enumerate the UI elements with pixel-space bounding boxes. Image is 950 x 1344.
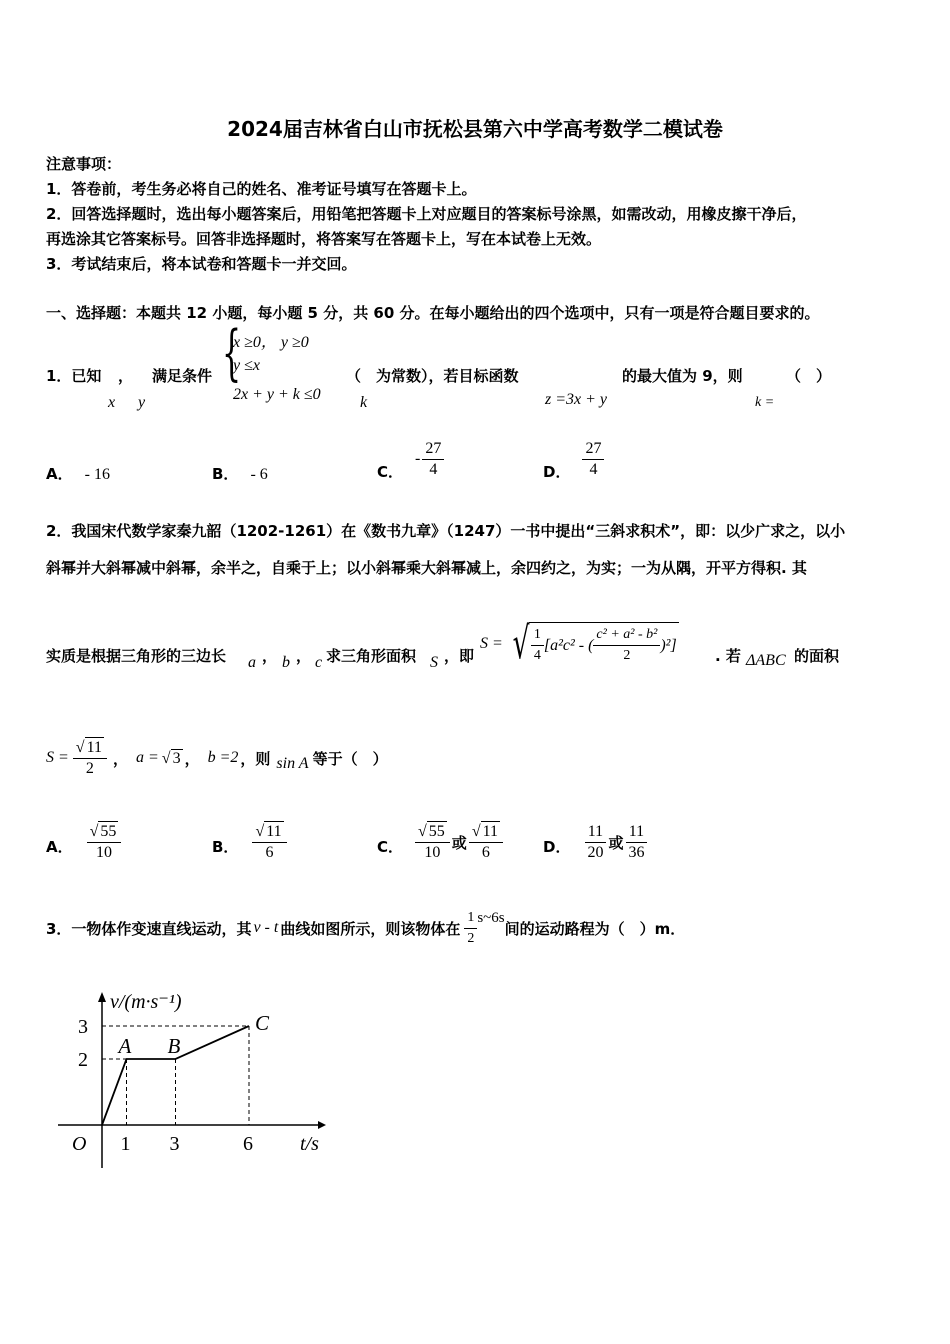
q3-stem bbox=[46, 900, 685, 956]
point-label-c: C bbox=[255, 1011, 270, 1035]
q2-text: . 若 bbox=[715, 647, 741, 665]
q3-text: 曲线如图所示，则该物体在 bbox=[280, 919, 461, 938]
formula-s: S = bbox=[480, 635, 503, 652]
formula-part: )²] bbox=[660, 636, 677, 654]
q2-text: 的面积 bbox=[794, 647, 840, 665]
origin-label: O bbox=[72, 1133, 87, 1155]
q2-text: ，即 bbox=[444, 647, 475, 665]
denominator: 10 bbox=[96, 844, 112, 861]
given-b: b =2 bbox=[207, 749, 239, 766]
system-line: 2x + y + k ≤0 bbox=[233, 386, 321, 403]
sqrt-three: √ 3 bbox=[161, 749, 181, 767]
option-label: D． bbox=[543, 837, 571, 856]
time-range: s~6s bbox=[477, 910, 505, 926]
notice-item: 1．答卷前，考生务必将自己的姓名、准考证号填写在答题卡上。 bbox=[46, 180, 477, 198]
denominator: 4 bbox=[429, 460, 438, 478]
denominator: 6 bbox=[265, 844, 274, 861]
fraction bbox=[531, 625, 544, 666]
q2-text: 求三角形面积 bbox=[326, 647, 417, 665]
option-value: - 6 bbox=[250, 466, 268, 483]
option-label: A． bbox=[46, 837, 73, 856]
system-line: x ≥0， y ≥0 bbox=[233, 334, 309, 351]
radical-sign: √ bbox=[512, 618, 530, 669]
point-label-b: B bbox=[167, 1034, 181, 1058]
q2-equals: 等于（ ） bbox=[312, 749, 388, 768]
q1-answer-blank: （ ） bbox=[786, 367, 832, 385]
q1-comma: ， bbox=[118, 367, 134, 385]
notice-heading: 注意事项： bbox=[46, 155, 122, 173]
numerator: c² + a² - b² bbox=[593, 625, 660, 646]
sqrt-value: 11 bbox=[482, 823, 498, 840]
q1-var-k: k bbox=[360, 394, 368, 411]
fraction bbox=[593, 625, 660, 666]
q2-line: 实质是根据三角形的三边长 bbox=[46, 647, 227, 665]
sqrt-value: 3 bbox=[172, 749, 181, 767]
q1-const-text: （ 为常数），若目标函数 bbox=[346, 367, 519, 385]
y-axis-arrow bbox=[98, 992, 106, 1002]
denominator: 10 bbox=[424, 844, 441, 861]
numerator: 1 bbox=[464, 908, 477, 929]
sqrt-value: 11 bbox=[86, 739, 102, 756]
y-tick-label: 2 bbox=[78, 1049, 88, 1071]
q1-option-b[interactable] bbox=[212, 434, 268, 484]
x-tick-label: 3 bbox=[169, 1133, 180, 1155]
numerator: 1 bbox=[531, 625, 544, 646]
q3-text: 3．一物体作变速直线运动，其 bbox=[46, 919, 252, 938]
denominator: 4 bbox=[533, 648, 541, 663]
q1-k-equals: k = bbox=[755, 395, 775, 410]
fraction bbox=[415, 821, 450, 863]
q2-option-b[interactable] bbox=[212, 817, 287, 867]
side-b: b bbox=[282, 654, 290, 671]
q3-text: 间的运动路程为（ ）m． bbox=[504, 919, 686, 938]
qin-formula bbox=[480, 616, 679, 672]
fraction bbox=[73, 737, 107, 779]
q1-max-text: 的最大值为 9，则 bbox=[622, 367, 743, 385]
y-tick-label: 3 bbox=[78, 1016, 88, 1038]
sqrt-value: 11 bbox=[266, 823, 282, 840]
numerator: √ 11 bbox=[469, 821, 503, 843]
x-tick-label: 1 bbox=[120, 1133, 131, 1155]
sin-a: sin A bbox=[276, 755, 309, 772]
option-label: C． bbox=[377, 462, 404, 481]
denominator: 2 bbox=[623, 648, 631, 663]
x-tick-label: 6 bbox=[243, 1133, 253, 1155]
given-a: a = bbox=[136, 749, 159, 766]
q1-var-y: y bbox=[138, 394, 146, 411]
numerator: 11 bbox=[626, 822, 647, 843]
option-label: B． bbox=[212, 837, 239, 856]
notice-item: 2．回答选择题时，选出每小题答案后，用铅笔把答题卡上对应题目的答案标号涂黑，如需改动，用橡皮擦干净后， bbox=[46, 205, 807, 223]
comma: ， bbox=[112, 749, 128, 768]
q2-line: 2．我国宋代数学家秦九韶（1202-1261）在《数书九章》（1247）一书中提出“三斜求积术”，即：以少广求之，以小 bbox=[46, 522, 846, 540]
fraction bbox=[469, 821, 503, 863]
q1-option-a[interactable] bbox=[46, 434, 110, 484]
denominator: 2 bbox=[467, 930, 475, 946]
fraction bbox=[464, 908, 477, 949]
q2-then: ，则 bbox=[240, 749, 271, 768]
formula-part: [a²c² - ( bbox=[543, 636, 594, 654]
y-axis-label: v/(m·s⁻¹) bbox=[110, 991, 182, 1013]
sqrt-value: 55 bbox=[428, 823, 445, 840]
or-text: 或 bbox=[451, 833, 467, 852]
comma: ， bbox=[296, 647, 312, 665]
system-line: y ≤x bbox=[233, 357, 260, 374]
denominator: 6 bbox=[481, 844, 490, 861]
page-title: 2024届吉林省白山市抚松县第六中学高考数学二模试卷 bbox=[227, 117, 723, 141]
option-label: B． bbox=[212, 465, 239, 483]
fraction bbox=[582, 439, 604, 480]
fraction bbox=[625, 822, 647, 863]
x-axis-arrow bbox=[318, 1121, 326, 1129]
q2-option-c[interactable] bbox=[377, 817, 503, 867]
option-label: A． bbox=[46, 465, 73, 483]
point-label-a: A bbox=[118, 1034, 132, 1058]
x-axis-label: t/s bbox=[300, 1133, 319, 1155]
denominator: 2 bbox=[85, 760, 94, 777]
numerator: √ 55 bbox=[87, 821, 122, 843]
q1-number: 1．已知 bbox=[46, 367, 102, 385]
q2-option-d[interactable] bbox=[543, 817, 647, 867]
side-c: c bbox=[315, 654, 323, 671]
q2-option-a[interactable] bbox=[46, 817, 121, 867]
comma: ， bbox=[184, 749, 200, 768]
fraction bbox=[422, 439, 444, 480]
q1-objective: z =3x + y bbox=[545, 391, 608, 408]
area-s: S bbox=[430, 654, 438, 671]
q1-option-d[interactable] bbox=[543, 434, 604, 484]
denominator: 20 bbox=[587, 843, 604, 861]
or-text: 或 bbox=[608, 833, 624, 852]
notice-item: 3．考试结束后，将本试卷和答题卡一并交回。 bbox=[46, 255, 357, 273]
option-label: C． bbox=[377, 837, 404, 856]
denominator: 4 bbox=[589, 460, 598, 478]
vt-label: v - t bbox=[253, 919, 279, 936]
vt-chart bbox=[50, 980, 340, 1180]
numerator: √ 11 bbox=[252, 821, 286, 843]
fraction bbox=[87, 821, 122, 863]
numerator: √ 11 bbox=[73, 737, 107, 759]
denominator: 36 bbox=[628, 843, 645, 861]
q1-option-c[interactable] bbox=[377, 434, 444, 484]
comma: ， bbox=[262, 647, 278, 665]
radicand bbox=[529, 622, 679, 666]
fraction bbox=[584, 822, 606, 863]
sqrt-value: 55 bbox=[100, 823, 117, 840]
section-heading: 一、选择题：本题共 12 小题，每小题 5 分，共 60 分。在每小题给出的四个选项中，只有一项是符合题目要求的。 bbox=[46, 304, 820, 322]
numerator: 11 bbox=[585, 822, 606, 843]
side-a: a bbox=[248, 654, 256, 671]
q2-line: 斜幂并大斜幂减中斜幂，余半之，自乘于上；以小斜幂乘大斜幂减上，余四约之，为实；一为从隅，开平方得积. 其 bbox=[46, 559, 807, 577]
option-value: - 16 bbox=[84, 466, 110, 483]
system-brace: { bbox=[222, 318, 242, 388]
q1-var-x: x bbox=[108, 394, 116, 411]
numerator: √ 55 bbox=[415, 821, 450, 843]
option-label: D． bbox=[543, 462, 571, 481]
given-s: S = bbox=[46, 749, 69, 766]
numerator: 27 bbox=[422, 439, 444, 460]
fraction bbox=[252, 821, 286, 863]
notice-item: 再选涂其它答案标号。回答非选择题时，将答案写在答题卡上，写在本试卷上无效。 bbox=[46, 230, 602, 248]
triangle-abc: ΔABC bbox=[746, 652, 786, 669]
q2-given bbox=[46, 733, 388, 783]
numerator: 27 bbox=[582, 439, 604, 460]
option-sign: - bbox=[415, 450, 421, 467]
q1-condition-text: 满足条件 bbox=[152, 367, 213, 385]
